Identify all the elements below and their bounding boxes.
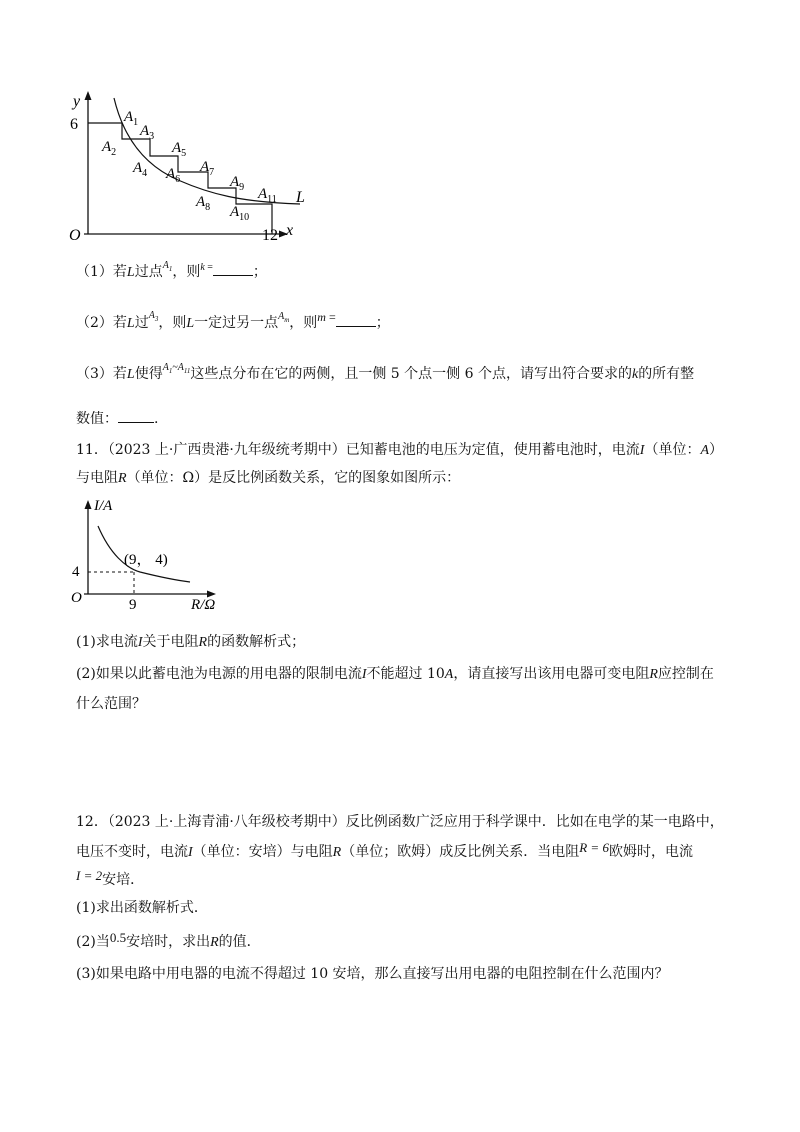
point-label: $A_9$ <box>230 174 245 193</box>
answer-blank[interactable] <box>213 263 253 276</box>
point-label: $A_4$ <box>133 160 148 179</box>
q12-sub2: (2)当0.5安培时，求出R的值． <box>76 930 261 950</box>
point-label: $A_1$ <box>124 109 139 128</box>
answer-blank[interactable] <box>336 314 376 327</box>
x-tick-12: 12 <box>262 227 278 244</box>
q11-sub1: (1)求电流I关于电阻R的函数解析式； <box>76 634 306 650</box>
q12-line3: I = 2安培． <box>76 868 145 888</box>
q11-sub2: (2)如果以此蓄电池为电源的用电器的限制电流I不能超过 10A，请直接写出该用电器可变电阻R应控制在 <box>76 666 714 682</box>
q12-line1: 12．（2023 上·上海青浦·八年级校考期中）反比例函数广泛应用于科学课中．比如在电学的某一电路中， <box>76 814 724 830</box>
point-label: $A_8$ <box>196 194 211 213</box>
point-label: $A_2$ <box>102 139 117 158</box>
q12-sub3: (3)如果电路中用电器的电流不得超过 10 安培，那么直接写出用电器的电阻控制在什么范围内？ <box>76 966 669 982</box>
point-label: $A_3$ <box>140 123 155 142</box>
origin-label: O <box>69 227 81 244</box>
current-resistance-graph <box>64 496 234 616</box>
q11-sub2-cont: 什么范围？ <box>76 696 146 712</box>
x-axis-label: x <box>286 222 294 239</box>
point-label: $A_{11}$ <box>258 186 277 205</box>
point-label: $A_{10}$ <box>230 204 250 223</box>
q11-line2: 与电阻R（单位：Ω）是反比例函数关系，它的图象如图所示： <box>76 470 461 486</box>
y-tick-6: 6 <box>70 116 78 133</box>
y-axis-label: I/A <box>94 498 113 514</box>
staircase-path <box>88 123 272 223</box>
q10-part3: （3）若L使得$^{A_1\sim A_{11}}$这些点分布在它的两侧，且一侧 5 个点一侧 6 个点，请写出符合要求的k的所有整 <box>76 362 695 382</box>
q10-part1: （1）若L过点$^{A_1}$，则$^{k =}$ ； <box>76 260 267 280</box>
y-axis-arrow <box>85 91 92 100</box>
q11-line1: 11．（2023 上·广西贵港·九年级统考期中）已知蓄电池的电压为定值，使用蓄电池时，电流I（单位：A） <box>76 442 724 458</box>
y-axis-label: y <box>73 93 81 110</box>
x-tick-9: 9 <box>129 597 137 613</box>
point-label: (9， 4) <box>124 552 168 568</box>
point-label: $A_5$ <box>172 140 187 159</box>
q12-sub1: (1)求出函数解析式． <box>76 900 208 916</box>
q10-part2: （2）若L过$^{A_3}$，则L一定过另一点$^{A_m}$，则m = ； <box>76 310 390 331</box>
point-label: $A_7$ <box>200 159 215 178</box>
answer-blank[interactable] <box>118 410 154 423</box>
x-axis-label: R/Ω <box>191 597 216 613</box>
q10-part3-cont: 数值： . <box>76 411 159 427</box>
y-tick-4: 4 <box>72 564 80 580</box>
curve-L-label: L <box>296 189 305 206</box>
curve-L <box>114 98 300 204</box>
origin-label: O <box>71 590 82 606</box>
y-axis-arrow <box>85 500 92 509</box>
point-label: $A_6$ <box>166 166 181 185</box>
q12-line2: 电压不变时，电流I（单位：安培）与电阻R（单位；欧姆）成反比例关系．当电阻R = 6欧姆时，电流 <box>76 840 693 860</box>
staircase-graph <box>60 88 320 244</box>
